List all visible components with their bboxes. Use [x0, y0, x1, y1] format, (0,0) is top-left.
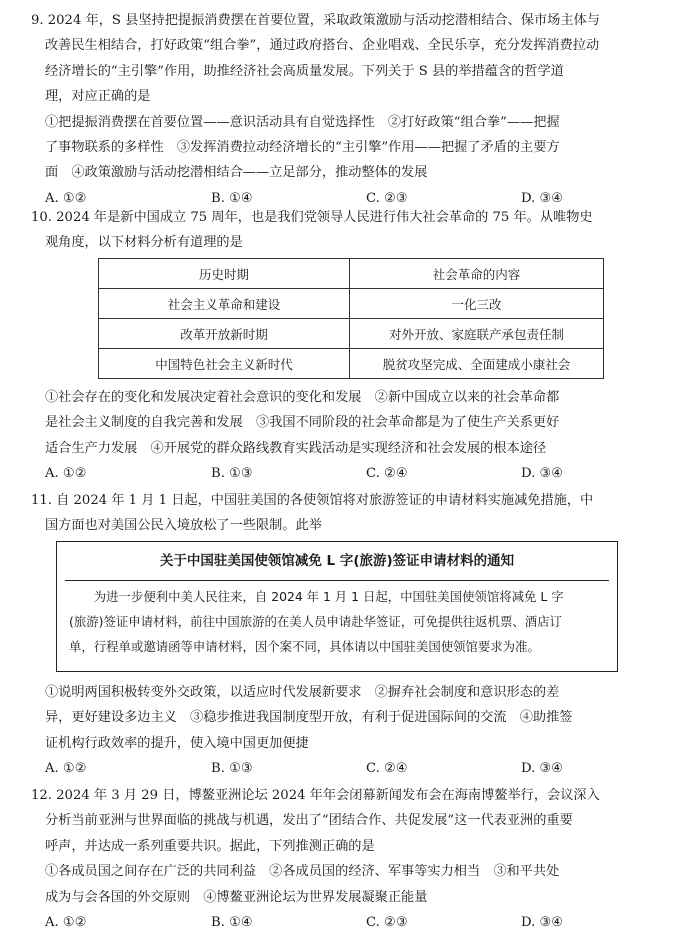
- table-header-row: [99, 259, 604, 289]
- q10-choice-a[interactable]: A. ①②: [45, 466, 87, 482]
- notice-body-line: 为进一步便利中美人民往来，自 2024 年 1 月 1 日起，中国驻美国使领馆将减免 L 字: [69, 589, 564, 604]
- q12-choice-c[interactable]: C. ②③: [366, 914, 408, 930]
- table-cell: 改革开放新时期: [99, 319, 350, 349]
- q9-choice-d[interactable]: D. ③④: [521, 190, 564, 206]
- notice-body: [57, 581, 617, 659]
- q11-choice-a[interactable]: A. ①②: [45, 761, 87, 777]
- q12-stem-line: 分析当前亚洲与世界面临的挑战与机遇，发出了“团结合作、共促发展”这一代表亚洲的重要: [45, 813, 573, 829]
- q10-choice-b[interactable]: B. ①③: [211, 466, 253, 482]
- question-11: [31, 488, 659, 539]
- q11-choices: [31, 756, 659, 781]
- q10-option-line: 是社会主义制度的自我完善和发展 ③我国不同阶段的社会革命都是为了使生产关系更好: [45, 415, 560, 431]
- q12-option-line: 成为与会各国的外交原则 ④博鳌亚洲论坛为世界发展凝聚正能量: [45, 889, 428, 905]
- q10-option-line: ①社会存在的变化和发展决定着社会意识的变化和发展 ②新中国成立以来的社会革命都: [45, 390, 560, 405]
- q11-stem-line: 11. 自 2024 年 1 月 1 日起，中国驻美国的各使领馆将对旅游签证的申请材料实施减免措施，中: [31, 493, 594, 508]
- q9-option-line: 面 ④政策激励与活动挖潜相结合——立足部分，推动整体的发展: [45, 165, 428, 181]
- q12-option-line: ①各成员国之间存在广泛的共同利益 ②各成员国的经济、军事等实力相当 ③和平共处: [45, 864, 560, 880]
- q11-choice-d[interactable]: D. ③④: [521, 761, 564, 777]
- q9-option-line: 了事物联系的多样性 ③发挥消费拉动经济增长的“主引擎”作用——把握了矛盾的主要方: [45, 139, 560, 155]
- q9-stem-line: 理，对应正确的是: [45, 89, 151, 105]
- notice-body-line: 单，行程单或邀请函等申请材料，因个案不同，具体请以中国驻美国使领馆要求为准。: [69, 639, 540, 654]
- visa-notice-box: [56, 541, 618, 672]
- table-row: [99, 349, 604, 379]
- table-cell: 脱贫攻坚完成、全面建成小康社会: [350, 349, 604, 379]
- q10-choices: [31, 461, 659, 486]
- table-cell: 对外开放、家庭联产承包责任制: [350, 319, 604, 349]
- q10-stem-line: 观角度，以下材料分析有道理的是: [45, 235, 243, 251]
- question-12: [31, 783, 659, 935]
- q11-option-line: ①说明两国积极转变外交政策，以适应时代发展新要求 ②摒弃社会制度和意识形态的差: [45, 685, 560, 700]
- q11-option-line: 证机构行政效率的提升，使入境中国更加便捷: [45, 735, 309, 751]
- table-row: [99, 289, 604, 319]
- question-10: [31, 205, 659, 256]
- q9-stem-line: 经济增长的“主引擎”作用，助推经济社会高质量发展。下列关于 S 县的举措蕴含的哲学道: [45, 63, 564, 79]
- q10-choice-d[interactable]: D. ③④: [521, 466, 564, 482]
- q9-stem-line: 9. 2024 年，S 县坚持把提振消费摆在首要位置，采取政策激励与活动挖潜相结合、保市场主体与: [31, 13, 600, 28]
- q12-choice-b[interactable]: B. ①④: [211, 914, 253, 930]
- table-header-cell: 历史时期: [99, 259, 350, 289]
- q11-choice-c[interactable]: C. ②④: [366, 761, 408, 777]
- q10-stem-line: 10. 2024 年是新中国成立 75 周年，也是我们党领导人民进行伟大社会革命的 75 年。从唯物史: [31, 210, 593, 225]
- q10-choice-c[interactable]: C. ②④: [366, 466, 408, 482]
- q11-choice-b[interactable]: B. ①③: [211, 761, 253, 777]
- notice-body-line: (旅游)签证申请材料，前往中国旅游的在美人员申请赴华签证，可免提供往返机票、酒店订: [69, 614, 562, 629]
- q12-choice-a[interactable]: A. ①②: [45, 914, 87, 930]
- question-9: [31, 8, 659, 211]
- table-header-cell: 社会革命的内容: [350, 259, 604, 289]
- q9-stem-line: 改善民生相结合，打好政策“组合拳”，通过政府搭台、企业唱戏、全民乐享，充分发挥消费拉动: [45, 38, 600, 54]
- table-cell: 一化三改: [350, 289, 604, 319]
- q9-choice-a[interactable]: A. ①②: [45, 190, 87, 206]
- history-table: [98, 258, 604, 379]
- q12-stem-line: 12. 2024 年 3 月 29 日，博鳌亚洲论坛 2024 年年会闭幕新闻发布会在海南博鳌举行，会议深入: [31, 788, 600, 803]
- q9-choice-c[interactable]: C. ②③: [366, 190, 408, 206]
- q11-stem-line: 国方面也对美国公民入境放松了一些限制。此举: [45, 518, 322, 534]
- q12-stem-line: 呼声，并达成一系列重要共识。据此，下列推测正确的是: [45, 838, 375, 854]
- table-row: [99, 319, 604, 349]
- q9-option-line: ①把提振消费摆在首要位置——意识活动具有自觉选择性 ②打好政策“组合拳”——把握: [45, 114, 560, 130]
- table-cell: 社会主义革命和建设: [99, 289, 350, 319]
- q11-option-line: 异，更好建设多边主义 ③稳步推进我国制度型开放，有利于促进国际间的交流 ④助推签: [45, 710, 573, 726]
- table-cell: 中国特色社会主义新时代: [99, 349, 350, 379]
- notice-title: 关于中国驻美国使领馆减免 L 字(旅游)签证申请材料的通知: [65, 542, 609, 581]
- question-11-options: [31, 680, 659, 782]
- q12-choices: [31, 910, 659, 935]
- q12-choice-d[interactable]: D. ③④: [521, 914, 564, 930]
- q9-choice-b[interactable]: B. ①④: [211, 190, 253, 206]
- q10-option-line: 适合生产力发展 ④开展党的群众路线教育实践活动是实现经济和社会发展的根本途径: [45, 440, 547, 456]
- question-10-options: [31, 385, 659, 487]
